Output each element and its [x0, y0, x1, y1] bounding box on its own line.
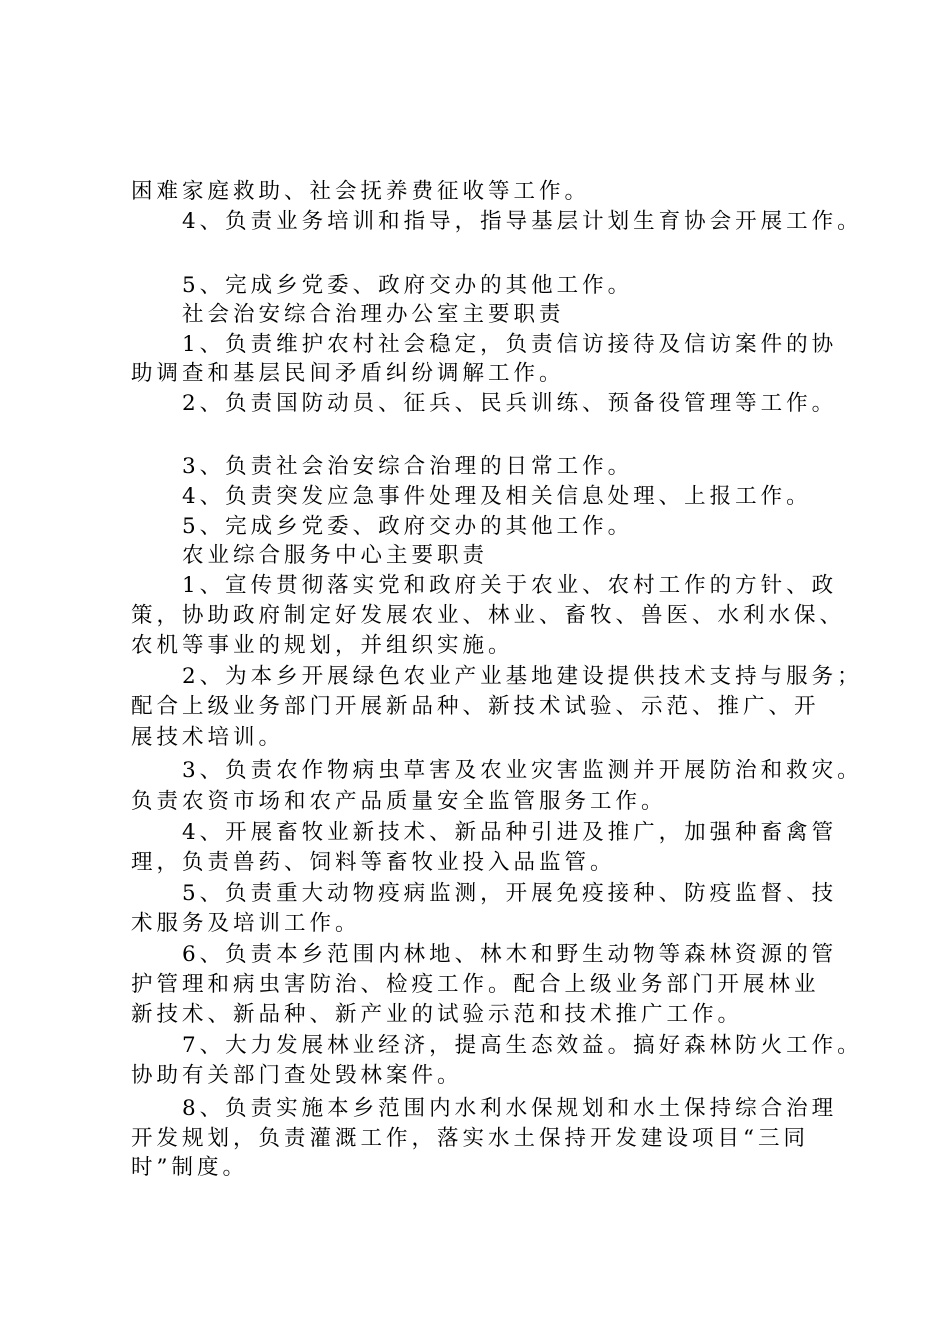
text-line: 助调查和基层民间矛盾纠纷调解工作。 [131, 361, 565, 386]
text-line: 策，协助政府制定好发展农业、林业、畜牧、兽医、水利水保、 [131, 603, 846, 628]
text-line: 术服务及培训工作。 [131, 911, 361, 936]
text-line: 时”制度。 [131, 1155, 248, 1180]
text-line: 1、负责维护农村社会稳定，负责信访接待及信访案件的协 [182, 332, 838, 357]
text-line: 4、负责突发应急事件处理及相关信息处理、上报工作。 [182, 484, 812, 509]
text-line: 5、负责重大动物疫病监测，开展免疫接种、防疫监督、技 [182, 881, 838, 906]
text-line: 理，负责兽药、饲料等畜牧业投入品监管。 [131, 850, 616, 875]
text-line: 4、开展畜牧业新技术、新品种引进及推广，加强种畜禽管 [182, 820, 838, 845]
text-line: 3、负责农作物病虫草害及农业灾害监测并开展防治和救灾。 [182, 758, 863, 783]
text-line: 4、负责业务培训和指导，指导基层计划生育协会开展工作。 [182, 209, 863, 234]
text-line: 护管理和病虫害防治、检疫工作。配合上级业务部门开展林业 [131, 972, 820, 997]
text-line: 协助有关部门查处毁林案件。 [131, 1063, 463, 1088]
text-line: 2、负责国防动员、征兵、民兵训练、预备役管理等工作。 [182, 391, 838, 416]
text-line: 困难家庭救助、社会抚养费征收等工作。 [131, 179, 591, 204]
text-line: 8、负责实施本乡范围内水利水保规划和水土保持综合治理 [182, 1096, 838, 1121]
text-line: 农机等事业的规划，并组织实施。 [131, 633, 514, 658]
section-heading: 社会治安综合治理办公室主要职责 [182, 302, 565, 327]
text-line: 负责农资市场和农产品质量安全监管服务工作。 [131, 789, 667, 814]
text-line: 新技术、新品种、新产业的试验示范和技术推广工作。 [131, 1002, 744, 1027]
text-line: 5、完成乡党委、政府交办的其他工作。 [182, 514, 634, 539]
section-heading: 农业综合服务中心主要职责 [182, 543, 489, 568]
text-line: 5、完成乡党委、政府交办的其他工作。 [182, 273, 634, 298]
text-line: 展技术培训。 [131, 725, 285, 750]
text-line: 开发规划，负责灌溉工作，落实水土保持开发建设项目“三同 [131, 1126, 809, 1151]
text-line: 7、大力发展林业经济，提高生态效益。搞好森林防火工作。 [182, 1033, 863, 1058]
text-line: 2、为本乡开展绿色农业产业基地建设提供技术支持与服务； [182, 664, 863, 689]
text-line: 3、负责社会治安综合治理的日常工作。 [182, 454, 634, 479]
text-line: 配合上级业务部门开展新品种、新技术试验、示范、推广、开 [131, 694, 820, 719]
text-line: 1、宣传贯彻落实党和政府关于农业、农村工作的方针、政 [182, 573, 838, 598]
text-line: 6、负责本乡范围内林地、林木和野生动物等森林资源的管 [182, 942, 838, 967]
